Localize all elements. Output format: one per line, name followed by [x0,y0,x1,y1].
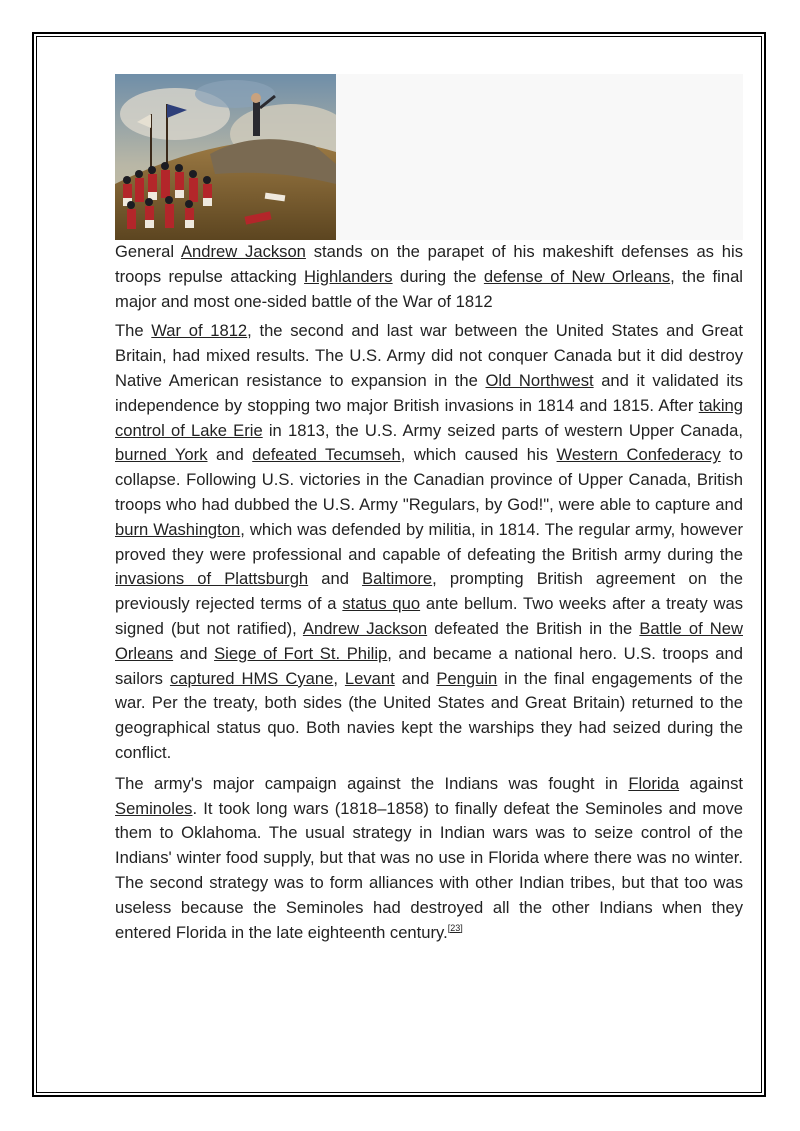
citation-link[interactable]: [23] [447,922,463,933]
document-body [115,74,743,951]
paragraph-war-of-1812 [115,319,743,765]
paragraph-text: against [679,773,744,793]
paragraph-text: The [115,321,152,341]
paragraph-text: , prompting British agreement on the previously rejected terms of a [115,569,743,614]
paragraph-text: and [207,445,253,465]
link-status-quo[interactable]: status quo [342,594,421,614]
paragraph-seminole-campaign [115,772,743,946]
paragraph-text: , the second and last war between the United States and Great Britain, had mixed results. The U.S. Army did not conquer Canada but it did destroy Native American resistance to expansion in the [115,321,743,390]
link-penguin[interactable]: Penguin [436,668,498,688]
link-invasions-of-plattsburgh[interactable]: invasions of Plattsburgh [115,569,309,589]
paragraph-text: , which caused his [400,445,557,465]
link-andrew-jackson-2[interactable]: Andrew Jackson [302,618,428,638]
paragraph-text: defeated the British in the [427,618,640,638]
link-levant[interactable]: Levant [344,668,395,688]
paragraph-text: . It took long wars (1818–1858) to finally defeat the Seminoles and move them to Oklahoma. The usual strategy in Indian wars was to seize control of the Indians' winter food supply, but that was no use in Florida where there was no winter. The second strategy was to form alliances with other Indian tribes, but that too was useless because the Seminoles had destroyed all the other Indians when they entered Florida in the late eighteenth century. [115,798,743,942]
link-defense-of-new-orleans[interactable]: defense of New Orleans [483,266,671,286]
link-baltimore[interactable]: Baltimore [362,569,433,589]
paragraph-text: and it validated its independence by stopping two major British invasions in 1814 and 1815. After [115,370,743,415]
figure-caption [115,240,743,314]
link-western-confederacy[interactable]: Western Confederacy [556,445,721,465]
link-highlanders[interactable]: Highlanders [304,266,393,286]
caption-text: stands on the parapet of his makeshift defenses as his troops repulse attacking [115,242,743,286]
link-defeated-tecumseh[interactable]: defeated Tecumseh [252,445,401,465]
link-siege-of-fort-st-philip[interactable]: Siege of Fort St. Philip [214,643,388,663]
link-war-of-1812[interactable]: War of 1812 [151,321,248,341]
paragraph-text: and [173,643,215,663]
paragraph-text: in 1813, the U.S. Army seized parts of western Upper Canada, [262,420,743,440]
link-andrew-jackson[interactable]: Andrew Jackson [180,242,306,261]
paragraph-text: and [394,668,437,688]
link-burned-york[interactable]: burned York [115,445,208,465]
link-burn-washington[interactable]: burn Washington [115,519,241,539]
paragraph-text: and [308,569,363,589]
caption-text: General [115,242,181,261]
paragraph-text: , and became a national hero. U.S. troops and sailors [115,643,743,688]
paragraph-text: The army's major campaign against the Indians was fought in [115,773,629,793]
link-battle-of-new-orleans[interactable]: Battle of New Orleans [115,618,743,663]
link-old-northwest[interactable]: Old Northwest [485,370,594,390]
paragraph-text: , [333,668,345,688]
figure-area [115,74,743,240]
link-seminoles[interactable]: Seminoles [115,798,193,818]
paragraph-text: ante bellum. Two weeks after a treaty was signed (but not ratified), [115,594,744,638]
paragraph-text: , which was defended by militia, in 1814. The regular army, however proved they were professional and capable of defeating the British army during the [115,519,743,564]
link-florida[interactable]: Florida [628,773,680,793]
paragraph-text: to collapse. Following U.S. victories in the Canadian province of Upper Canada, British troops who had dubbed the U.S. Army "Regulars, by God!", were able to capture and [115,445,744,514]
battle-painting-icon [115,74,336,240]
link-captured-hms-cyane[interactable]: captured HMS Cyane [169,668,334,688]
caption-text: during the [392,266,484,286]
link-taking-control-of-lake-erie[interactable]: taking control of Lake Erie [115,395,743,440]
caption-text: , the final major and most one-sided battle of the War of 1812 [115,266,743,311]
paragraph-text: in the final engagements of the war. Per the treaty, both sides (the United States and Great Britain) returned to the geographical status quo. Both navies kept the warships they had seized during the conflict. [115,668,744,762]
